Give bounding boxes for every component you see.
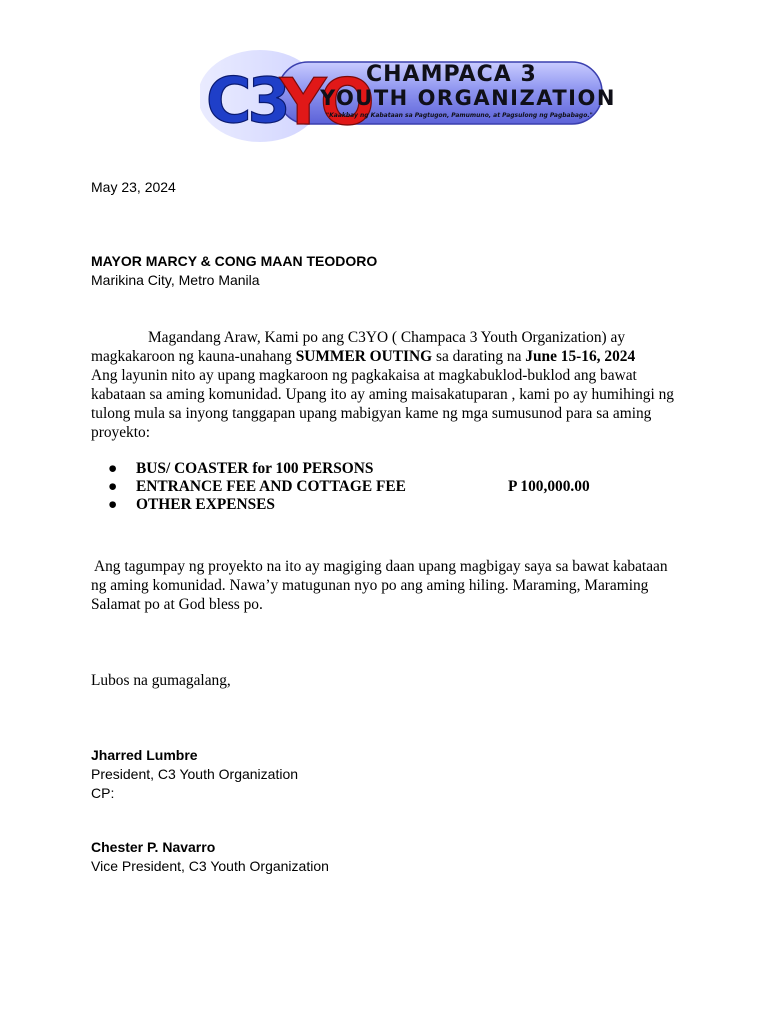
intro-paragraph: [91, 328, 681, 442]
request-item-label: OTHER EXPENSES: [136, 496, 275, 513]
closing-line-1: Ang tagumpay ng proyekto na ito ay magiging daan upang magbigay saya sa bawat kabataan: [91, 558, 668, 575]
recipient-name: MAYOR MARCY & CONG MAAN TEODORO: [91, 253, 378, 269]
intro-line-2-connector: sa darating na: [432, 348, 526, 365]
request-list: [108, 460, 590, 514]
intro-line-1: Magandang Araw, Kami po ang C3YO ( Champaca 3 Youth Organization) ay: [148, 329, 626, 346]
recipient-address: Marikina City, Metro Manila: [91, 272, 260, 288]
logo-tagline: "Kaakbay ng Kabataan sa Pagtugon, Pamumuno, at Pagsulong ng Pagbabago.": [326, 112, 593, 119]
logo-name-line1: CHAMPACA 3: [366, 62, 537, 87]
intro-line-5: tulong mula sa inyong tanggapan upang mabigyan kame ng mga sumusunod para sa aming: [91, 405, 652, 422]
bullet-icon: ●: [108, 496, 118, 513]
event-date: June 15-16, 2024: [525, 348, 636, 365]
list-item: [108, 496, 406, 514]
bullet-icon: ●: [108, 478, 118, 495]
request-item-label: ENTRANCE FEE AND COTTAGE FEE: [136, 478, 406, 495]
svg-text:YO: YO: [280, 66, 371, 140]
svg-text:C3: C3: [206, 64, 287, 137]
request-item-label: BUS/ COASTER for 100 PERSONS: [136, 460, 374, 477]
signatory-title: Vice President, C3 Youth Organization: [91, 858, 329, 874]
signatory-name: Chester P. Navarro: [91, 839, 216, 855]
intro-line-6: proyekto:: [91, 424, 150, 441]
closing-line-3: Salamat po at God bless po.: [91, 596, 263, 613]
signatory-name: Jharred Lumbre: [91, 747, 198, 763]
valediction: Lubos na gumagalang,: [91, 672, 231, 689]
signatory-title: President, C3 Youth Organization: [91, 766, 299, 782]
intro-line-4: kabataan sa aming komunidad. Upang ito ay aming maisakatuparan , kami po ay humihingi ng: [91, 386, 674, 403]
letter-date: May 23, 2024: [91, 179, 176, 195]
list-item: [108, 478, 590, 496]
request-item-amount: P 100,000.00: [508, 478, 590, 495]
signatory-cp-label: CP:: [91, 785, 115, 801]
logo-name-line2: YOUTH ORGANIZATION: [320, 86, 616, 110]
list-item: [108, 460, 406, 478]
intro-line-3: Ang layunin nito ay upang magkaroon ng pagkakaisa at magkabuklod-buklod ang bawat: [91, 367, 637, 384]
intro-line-2-text: magkakaroon ng kauna-unahang: [91, 348, 296, 365]
closing-paragraph: [91, 557, 681, 614]
event-name: SUMMER OUTING: [295, 348, 433, 365]
bullet-icon: ●: [108, 460, 118, 477]
organization-logo: [200, 46, 616, 142]
intro-line-2: [91, 347, 681, 366]
closing-line-2: ng aming komunidad. Nawa’y matugunan nyo po ang aming hiling. Maraming, Maraming: [91, 577, 649, 594]
